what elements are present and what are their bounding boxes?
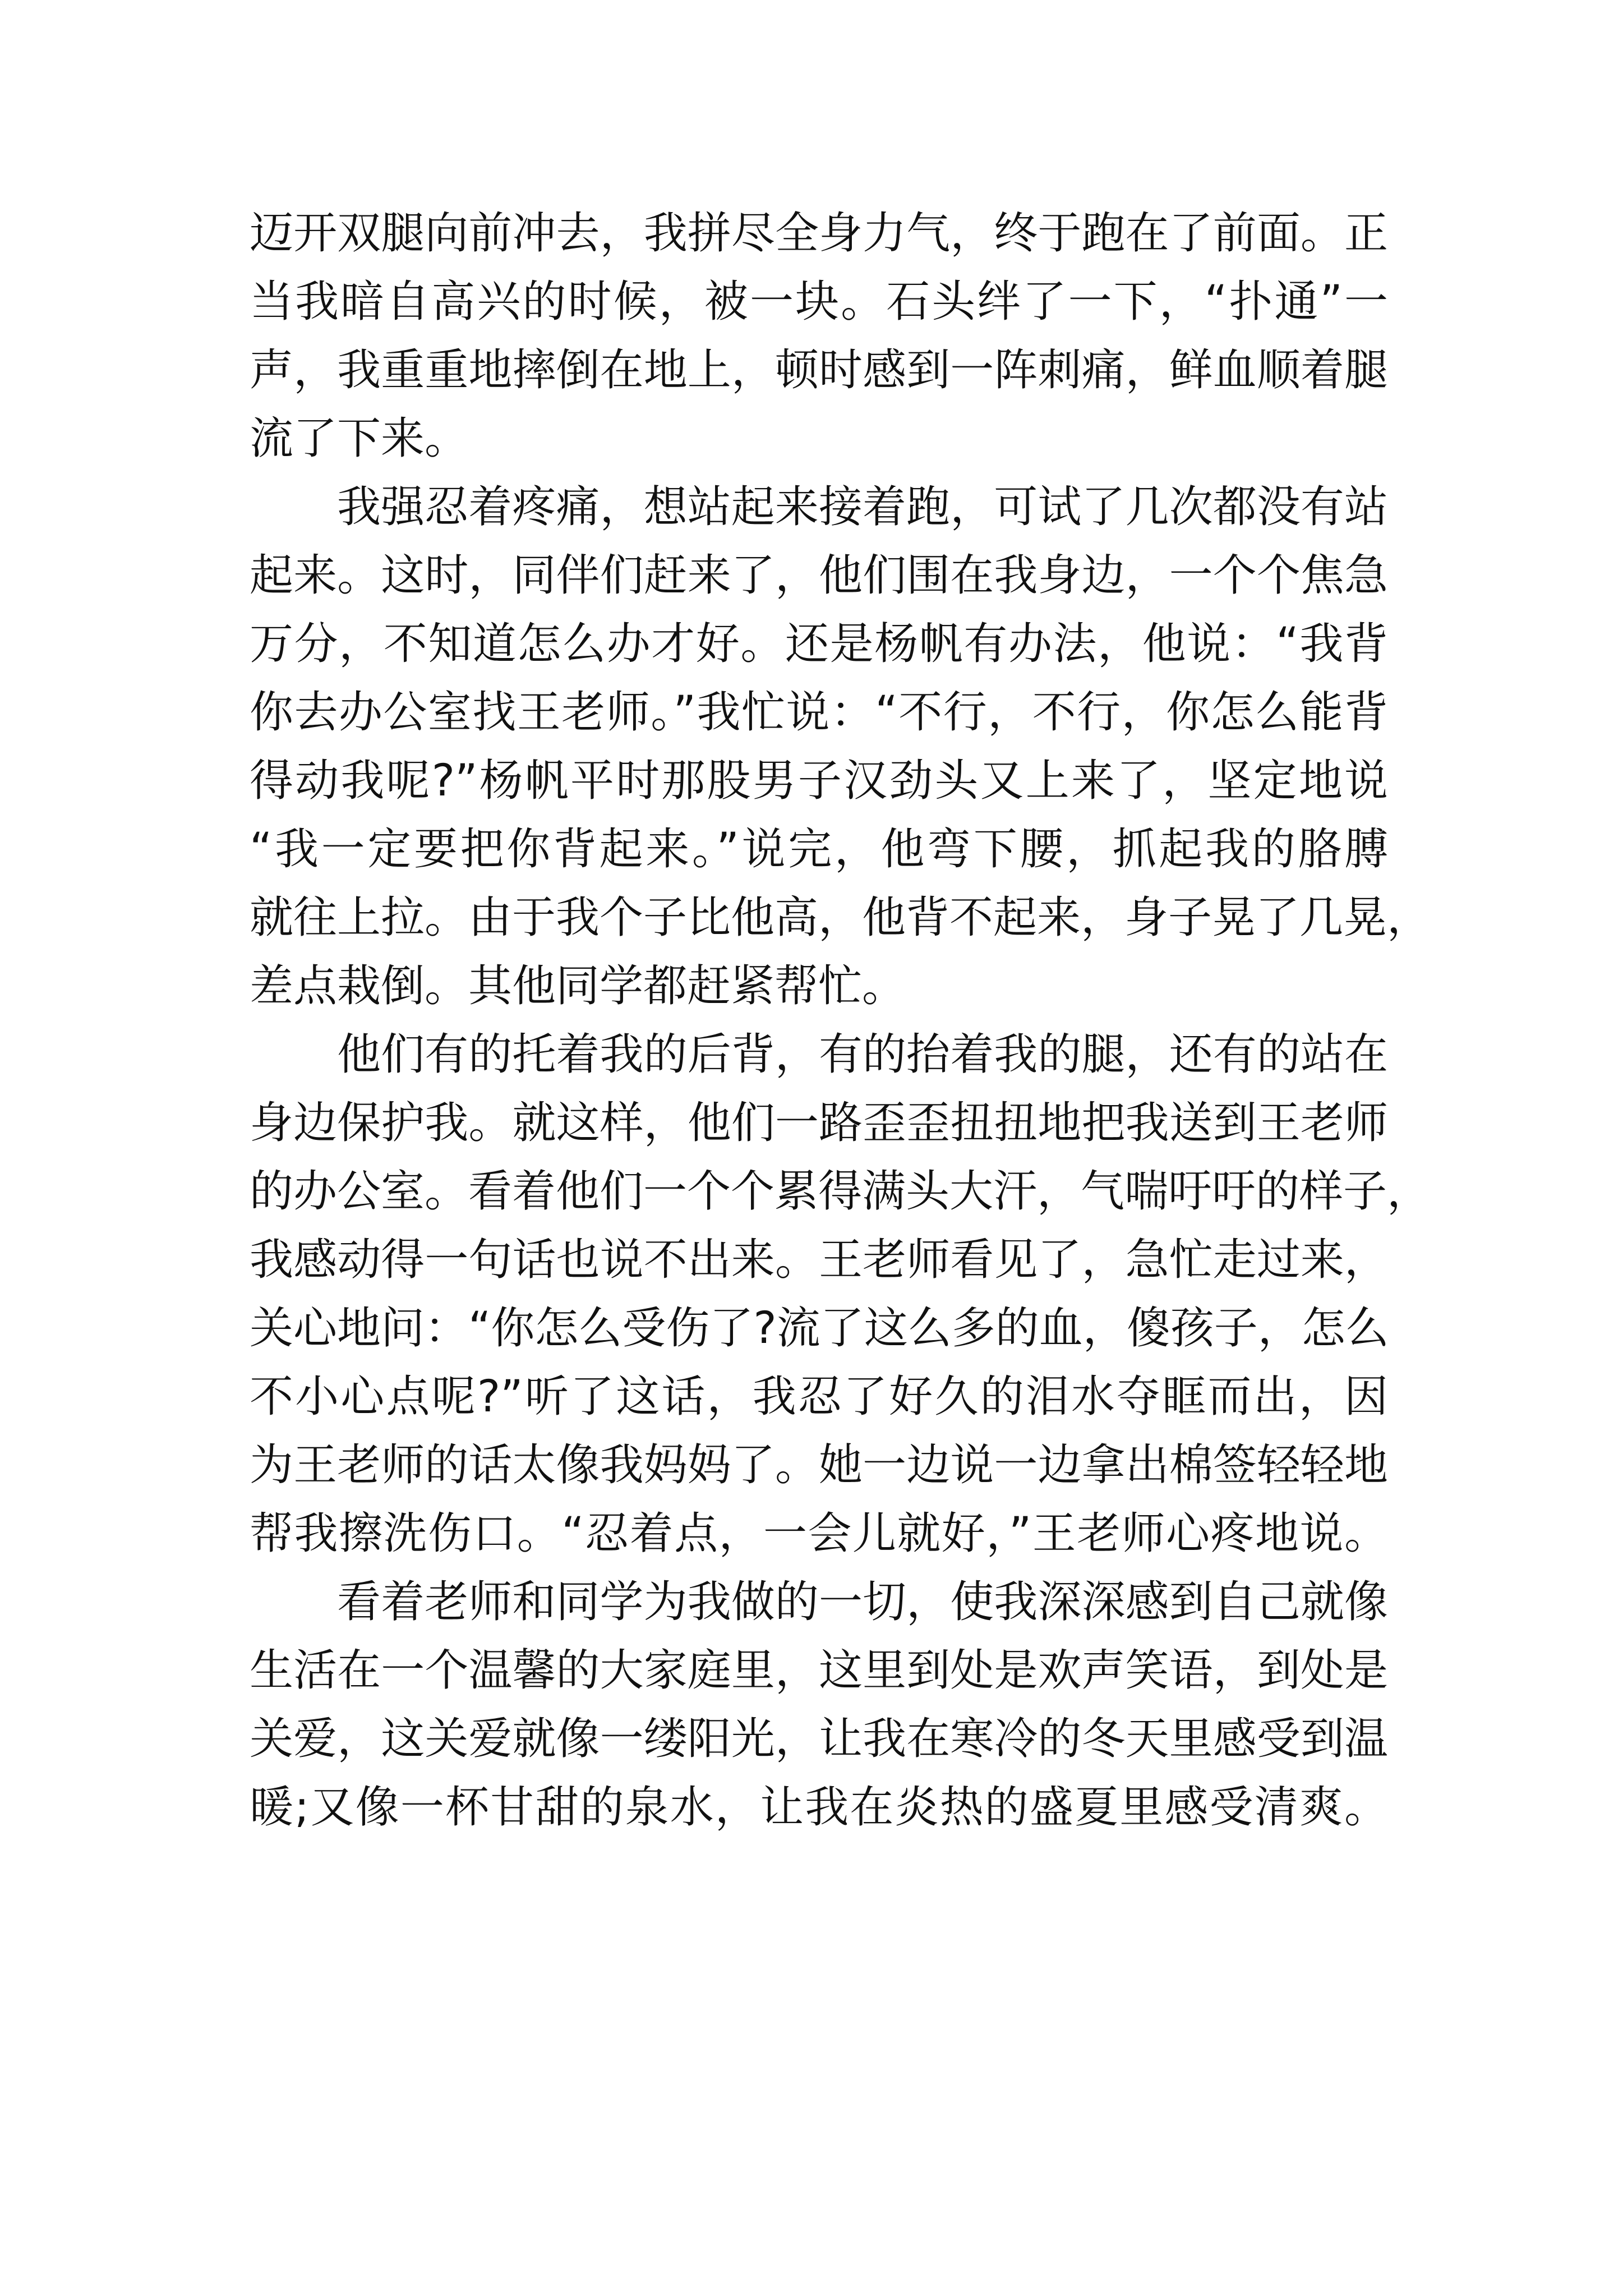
text-line: 迈开双腿向前冲去，我拼尽全身力气，终于跑在了前面。正 xyxy=(250,208,1388,259)
text-line: 你去办公室找王老师。”我忙说：“不行，不行，你怎么能背 xyxy=(250,687,1388,738)
text-line: 差点栽倒。其他同学都赶紧帮忙。 xyxy=(250,961,906,1011)
text-line: 关爱，这关爱就像一缕阳光，让我在寒冷的冬天里感受到温 xyxy=(250,1714,1388,1764)
text-line: 身边保护我。就这样，他们一路歪歪扭扭地把我送到王老师 xyxy=(250,1098,1388,1148)
text-line: 就往上拉。由于我个子比他高，他背不起来，身子晃了几晃， xyxy=(250,892,1431,943)
text-line: 生活在一个温馨的大家庭里，这里到处是欢声笑语，到处是 xyxy=(250,1645,1388,1696)
text-line: 当我暗自高兴的时候，被一块。石头绊了一下，“扑通”一 xyxy=(250,277,1388,327)
text-line: “我一定要把你背起来。”说完，他弯下腰，抓起我的胳膊 xyxy=(250,824,1388,875)
text-line: 流了下来。 xyxy=(250,413,469,464)
text-line: 得动我呢?”杨帆平时那股男子汉劲头又上来了，坚定地说 xyxy=(250,756,1388,806)
text-line: 为王老师的话太像我妈妈了。她一边说一边拿出棉签轻轻地 xyxy=(250,1440,1388,1490)
text-line: 暖;又像一杯甘甜的泉水，让我在炎热的盛夏里感受清爽。 xyxy=(250,1782,1388,1833)
text-line: 看着老师和同学为我做的一切，使我深深感到自己就像 xyxy=(337,1577,1388,1627)
text-line: 声，我重重地摔倒在地上，顿时感到一阵刺痛，鲜血顺着腿 xyxy=(250,345,1388,395)
text-line: 我强忍着疼痛，想站起来接着跑，可试了几次都没有站 xyxy=(337,482,1388,532)
text-line: 他们有的托着我的后背，有的抬着我的腿，还有的站在 xyxy=(337,1029,1388,1080)
text-line: 我感动得一句话也说不出来。王老师看见了，急忙走过来， xyxy=(250,1235,1388,1285)
text-line: 帮我擦洗伤口。“忍着点，一会儿就好，”王老师心疼地说。 xyxy=(250,1508,1388,1559)
text-line: 起来。这时，同伴们赶来了，他们围在我身边，一个个焦急 xyxy=(250,550,1388,601)
essay-body xyxy=(250,199,1431,1842)
text-line: 万分，不知道怎么办才好。还是杨帆有办法，他说：“我背 xyxy=(250,619,1388,669)
text-line: 的办公室。看着他们一个个累得满头大汗，气喘吁吁的样子， xyxy=(250,1166,1431,1217)
text-line: 关心地问：“你怎么受伤了?流了这么多的血，傻孩子，怎么 xyxy=(250,1303,1389,1354)
text-line: 不小心点呢?”听了这话，我忍了好久的泪水夺眶而出，因 xyxy=(250,1372,1388,1422)
